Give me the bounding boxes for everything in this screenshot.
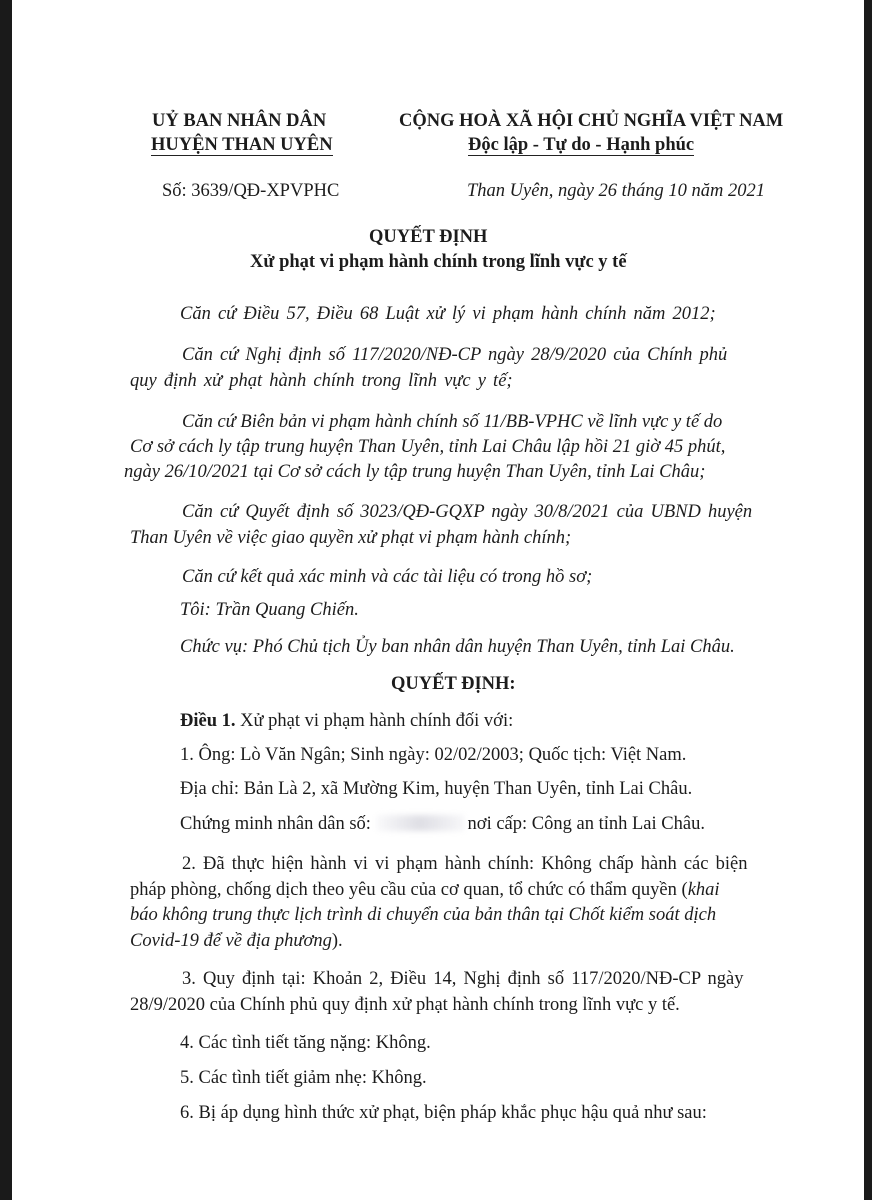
document-subtitle: Xử phạt vi phạm hành chính trong lĩnh vực y tế [250,252,627,272]
document-page [12,0,864,1200]
document-title: QUYẾT ĐỊNH [369,227,488,247]
violation-italic-text: khai [687,880,720,900]
national-title: CỘNG HOÀ XÃ HỘI CHỦ NGHĨA VIỆT NAM [399,111,784,131]
id-issuer: nơi cấp: Công an tỉnh Lai Châu. [467,814,705,834]
basis-line: Căn cứ Nghị định số 117/2020/NĐ-CP ngày 28/9/2020 của Chính phủ [182,345,728,365]
issuing-authority: UỶ BAN NHÂN DÂN [152,111,327,131]
mitigating-circumstances: 5. Các tình tiết giảm nhẹ: Không. [180,1068,427,1088]
person-info: 1. Ông: Lò Văn Ngân; Sinh ngày: 02/02/2003; Quốc tịch: Việt Nam. [180,745,687,765]
decision-heading: QUYẾT ĐỊNH: [391,674,516,694]
violation-italic-text: Covid-19 để về địa phương [130,931,332,951]
aggravating-circumstances: 4. Các tình tiết tăng nặng: Không. [180,1033,431,1053]
document-number: Số: 3639/QĐ-XPVPHC [162,181,340,201]
basis-line: Cơ sở cách ly tập trung huyện Than Uyên, tỉnh Lai Châu lập hồi 21 giờ 45 phút, [130,437,726,457]
issuing-district [151,136,333,155]
regulation-line: 3. Quy định tại: Khoản 2, Điều 14, Nghị định số 117/2020/NĐ-CP ngày [182,969,744,989]
violation-line [130,881,720,900]
violation-text: ). [331,931,343,951]
violation-line: 2. Đã thực hiện hành vi vi phạm hành chính: Không chấp hành các biện [182,854,748,874]
regulation-line: 28/9/2020 của Chính phủ quy định xử phạt hành chính trong lĩnh vực y tế. [130,995,680,1015]
violation-line: báo không trung thực lịch trình di chuyển của bản thân tại Chốt kiểm soát dịch [130,905,717,925]
id-label: Chứng minh nhân dân số: [180,814,371,834]
violation-text: pháp phòng, chống dịch theo yêu cầu của cơ quan, tổ chức có thẩm quyền ( [130,880,688,900]
basis-line: Căn cứ kết quả xác minh và các tài liệu có trong hồ sơ; [182,567,593,587]
national-motto [468,136,694,155]
article-1 [180,712,513,731]
basis-line: Căn cứ Điều 57, Điều 68 Luật xử lý vi phạm hành chính năm 2012; [180,304,716,324]
basis-line: Căn cứ Quyết định số 3023/QĐ-GQXP ngày 30/8/2021 của UBND huyện [182,502,753,522]
basis-line: Tôi: Trần Quang Chiến. [180,600,359,620]
article-1-label: Điều 1. [180,711,236,731]
penalty-intro: 6. Bị áp dụng hình thức xử phạt, biện pháp khắc phục hậu quả như sau: [180,1103,707,1123]
basis-line: Chức vụ: Phó Chủ tịch Ủy ban nhân dân huyện Than Uyên, tỉnh Lai Châu. [180,637,735,657]
place-and-date: Than Uyên, ngày 26 tháng 10 năm 2021 [467,181,766,201]
article-1-text: Xử phạt vi phạm hành chính đối với: [240,711,514,731]
basis-line: Than Uyên về việc giao quyền xử phạt vi phạm hành chính; [130,528,572,548]
basis-line: quy định xử phạt hành chính trong lĩnh vực y tế; [130,371,513,391]
violation-line [130,932,343,951]
national-motto-label: Độc lập - Tự do - Hạnh phúc [468,135,695,155]
address-info: Địa chỉ: Bản Là 2, xã Mường Kim, huyện Than Uyên, tỉnh Lai Châu. [180,779,693,799]
id-info [180,815,705,834]
issuing-district-label: HUYỆN THAN UYÊN [151,135,333,155]
basis-line: Căn cứ Biên bản vi phạm hành chính số 11/BB-VPHC về lĩnh vực y tế do [182,412,723,432]
basis-line: ngày 26/10/2021 tại Cơ sở cách ly tập trung huyện Than Uyên, tỉnh Lai Châu; [124,462,706,482]
redacted-id-number [376,815,464,831]
